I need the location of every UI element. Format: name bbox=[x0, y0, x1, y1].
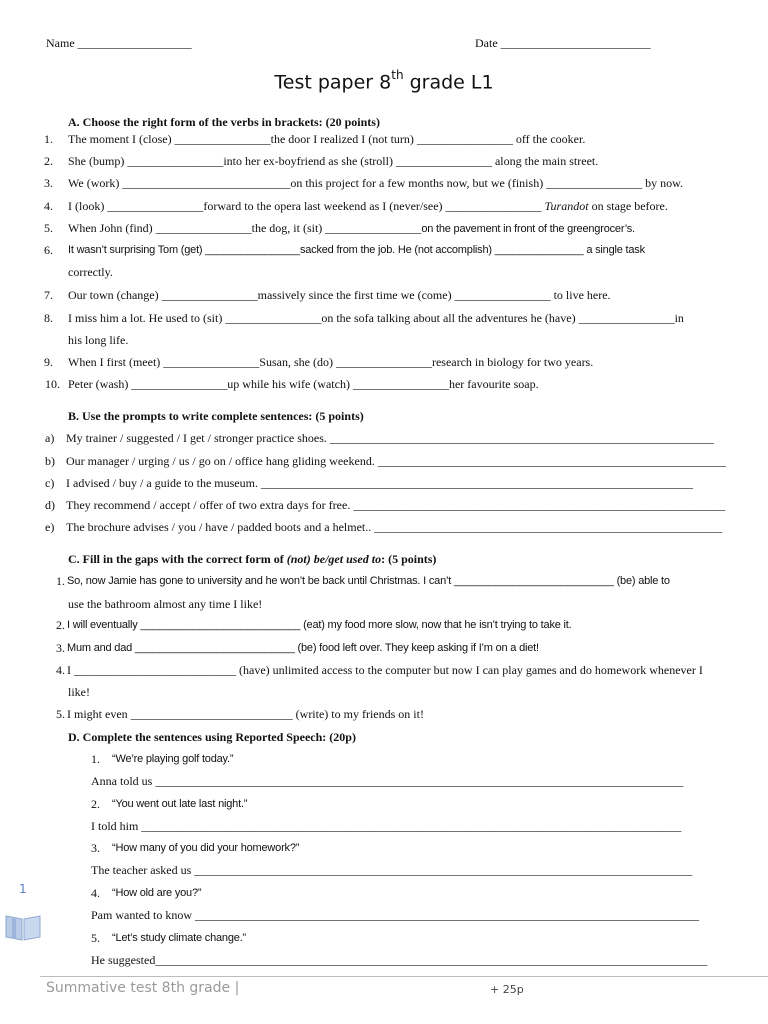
item-number: 2. bbox=[56, 618, 65, 632]
question-a10: Peter (wash) ________________up while his wife (watch) ________________her favourite soap. bbox=[68, 377, 539, 391]
question-a6: It wasn’t surprising Tom (get) ________________sacked from the job. He (not accomplish) _______________ a single task bbox=[68, 244, 645, 256]
item-number: 4. bbox=[91, 886, 100, 900]
section-c-heading: C. Fill in the gaps with the correct form of (not) be/get used to: (5 points) bbox=[68, 552, 437, 566]
item-number: 8. bbox=[44, 311, 53, 325]
question-c1: So, now Jamie has gone to university and he won’t be back until Christmas. I can’t ___________________________ (be) able to bbox=[67, 575, 670, 587]
item-number: 2. bbox=[91, 797, 100, 811]
question-c5: I might even ___________________________ (write) to my friends on it! bbox=[67, 707, 424, 721]
prompt-b-c: I advised / buy / a guide to the museum. ________________________________________________________________________ bbox=[66, 476, 693, 490]
section-d-heading: D. Complete the sentences using Reported Speech: (20p) bbox=[68, 730, 356, 744]
section-a-heading: A. Choose the right form of the verbs in brackets: (20 points) bbox=[68, 115, 380, 129]
item-number: 5. bbox=[91, 931, 100, 945]
date-field-label: Date _________________________ bbox=[475, 36, 651, 50]
answer-d4: Pam wanted to know ____________________________________________________________________________________ bbox=[91, 908, 699, 922]
item-number: 5. bbox=[44, 221, 53, 235]
item-letter: d) bbox=[45, 498, 55, 512]
item-letter: e) bbox=[45, 520, 55, 534]
question-c4-continued: like! bbox=[68, 685, 90, 699]
book-icon bbox=[4, 912, 42, 942]
item-number: 3. bbox=[56, 641, 65, 655]
prompt-b-d: They recommend / accept / offer of two extra days for free. ______________________________________________________________ bbox=[66, 498, 726, 512]
prompt-b-b: Our manager / urging / us / go on / office hang gliding weekend. __________________________________________________________ bbox=[66, 454, 726, 468]
question-a4: I (look) ________________forward to the opera last weekend as I (never/see) ________________ Turandot on stage before. bbox=[68, 199, 668, 213]
question-a8-continued: his long life. bbox=[68, 333, 129, 347]
question-a6-continued: correctly. bbox=[68, 265, 113, 279]
item-number: 7. bbox=[44, 288, 53, 302]
item-number: 9. bbox=[44, 355, 53, 369]
item-number: 4. bbox=[44, 199, 53, 213]
item-number: 3. bbox=[91, 841, 100, 855]
section-b-heading: B. Use the prompts to write complete sentences: (5 points) bbox=[68, 409, 364, 423]
question-c1-continued: use the bathroom almost any time I like! bbox=[68, 597, 263, 611]
question-a2: She (bump) ________________into her ex-boyfriend as she (stroll) ________________ along the main street. bbox=[68, 154, 599, 168]
item-number: 10. bbox=[45, 377, 60, 391]
answer-d2: I told him __________________________________________________________________________________________ bbox=[91, 819, 682, 833]
footer-title: Summative test 8th grade | bbox=[46, 980, 240, 996]
question-a7: Our town (change) ________________massively since the first time we (come) ________________ to live here. bbox=[68, 288, 611, 302]
item-letter: b) bbox=[45, 454, 55, 468]
quote-d1: “We’re playing golf today.” bbox=[112, 753, 234, 765]
question-a3: We (work) ____________________________on this project for a few months now, but we (finish) ________________ by now. bbox=[68, 176, 684, 190]
prompt-b-a: My trainer / suggested / I get / stronger practice shoes. ________________________________________________________________ bbox=[66, 431, 714, 445]
item-number: 4. bbox=[56, 663, 65, 677]
question-c3: Mum and dad ___________________________ (be) food left over. They keep asking if I’m on a diet! bbox=[67, 642, 539, 654]
question-a8: I miss him a lot. He used to (sit) ________________on the sofa talking about all the adventures he (have) ________________in bbox=[68, 311, 684, 325]
item-letter: a) bbox=[45, 431, 55, 445]
name-field-label: Name ___________________ bbox=[46, 36, 192, 50]
item-number: 6. bbox=[44, 243, 53, 257]
quote-d4: “How old are you?” bbox=[112, 887, 202, 899]
item-letter: c) bbox=[45, 476, 55, 490]
prompt-b-e: The brochure advises / you / have / padded boots and a helmet.. __________________________________________________________ bbox=[66, 520, 723, 534]
quote-d3: “How many of you did your homework?” bbox=[112, 842, 300, 854]
item-number: 1. bbox=[91, 752, 100, 766]
question-a9: When I first (meet) ________________Susan, she (do) ________________research in biology for two years. bbox=[68, 355, 594, 369]
question-a1: The moment I (close) ________________the door I realized I (not turn) ________________ off the cooker. bbox=[68, 132, 586, 146]
footer-points: + 25p bbox=[490, 983, 524, 996]
question-c4: I ___________________________ (have) unlimited access to the computer but now I can play games and do homework whenever I bbox=[67, 663, 703, 677]
page-number: 1 bbox=[19, 882, 27, 896]
question-a5: When John (find) ________________the dog, it (sit) ________________on the pavement in front of the greengrocer’s. bbox=[68, 221, 635, 235]
item-number: 3. bbox=[44, 176, 53, 190]
footer-rule bbox=[40, 976, 768, 977]
answer-d3: The teacher asked us ___________________________________________________________________________________ bbox=[91, 863, 693, 877]
answer-d5: He suggested____________________________________________________________________________________________ bbox=[91, 953, 708, 967]
answer-d1: Anna told us ________________________________________________________________________________________ bbox=[91, 774, 684, 788]
item-number: 5. bbox=[56, 707, 65, 721]
question-c2: I will eventually ___________________________ (eat) my food more slow, now that he isn’t trying to take it. bbox=[67, 619, 572, 631]
item-number: 2. bbox=[44, 154, 53, 168]
page-title: Test paper 8th grade L1 bbox=[274, 68, 494, 94]
item-number: 1. bbox=[56, 574, 65, 588]
quote-d5: “Let’s study climate change.” bbox=[112, 932, 247, 944]
quote-d2: “You went out late last night.” bbox=[112, 798, 248, 810]
item-number: 1. bbox=[44, 132, 53, 146]
